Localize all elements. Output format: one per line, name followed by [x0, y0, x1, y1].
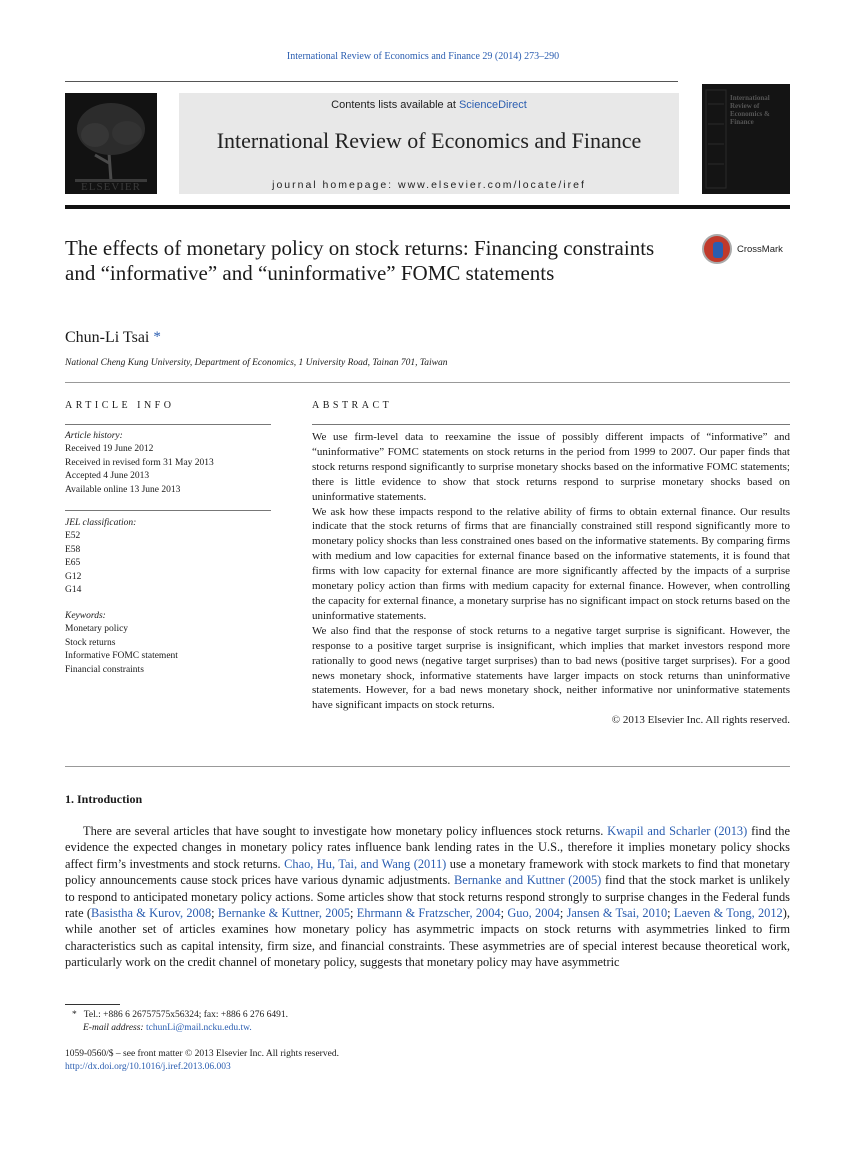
- cover-title: International Review of Economics & Finance: [730, 94, 770, 126]
- keyword: Informative FOMC statement: [65, 651, 178, 662]
- keywords: [65, 610, 271, 677]
- citation-link[interactable]: Laeven & Tong, 2012: [673, 906, 783, 921]
- keyword: Financial constraints: [65, 664, 144, 675]
- intro-text: find that the stock market is unlikely to respond to anticipated monetary policy actions. Some articles show that stock returns respond strongly to surprise changes in the Federal funds rate (: [65, 873, 790, 921]
- citation-link[interactable]: Jansen & Tsai, 2010: [566, 906, 668, 921]
- citation-link[interactable]: Guo, 2004: [507, 906, 560, 921]
- footnote-phone: Tel.: +886 6 26757575x56324; fax: +886 6 276 6491.: [83, 1010, 288, 1020]
- citation-link[interactable]: Bernanke & Kuttner, 2005: [217, 906, 351, 921]
- elsevier-tree-icon: [65, 93, 157, 194]
- history-received: Received 19 June 2012: [65, 444, 154, 455]
- keyword: Monetary policy: [65, 624, 129, 635]
- intro-text: ;: [350, 906, 357, 921]
- intro-text: ;: [667, 906, 674, 921]
- jel-code: E65: [65, 558, 81, 569]
- citation-link[interactable]: Chao, Hu, Tai, and Wang (2011): [284, 856, 447, 871]
- keywords-label: Keywords:: [65, 611, 106, 621]
- footnote-contact: [72, 1009, 672, 1022]
- doi-link[interactable]: http://dx.doi.org/10.1016/j.iref.2013.06.003: [65, 1062, 231, 1072]
- jel-code: G12: [65, 571, 82, 582]
- contents-prefix: Contents lists available at: [331, 99, 459, 111]
- author-footnote-mark[interactable]: *: [153, 329, 161, 345]
- jel-code: E58: [65, 544, 81, 555]
- copyright-notice: © 2013 Elsevier Inc. All rights reserved.: [611, 714, 790, 727]
- journal-name: International Review of Economics and Finance: [216, 128, 642, 153]
- abstract-paragraph: We also find that the response of stock returns to a negative target surprise is significant. However, the response to a positive target surprise is insignificant, which implies that market investors respond more rationally to good news (negative target surprises) than to bad news (positive target surprises). For a good news monetary shock, informative statements have larger impacts on stock returns than uninformative statements. However, for a bad news monetary shock, neither informative nor uninformative statements have significant impacts on stock returns.: [312, 624, 790, 712]
- abstract-rule: [312, 424, 790, 425]
- affiliation-divider: [65, 382, 790, 383]
- front-matter: [65, 1048, 665, 1074]
- journal-masthead: [179, 93, 679, 194]
- history-label: Article history:: [65, 431, 123, 441]
- email-link[interactable]: tchunLi@mail.ncku.edu.tw.: [145, 1023, 252, 1033]
- history-rule: [65, 510, 271, 511]
- author-affiliation: National Cheng Kung University, Department of Economics, 1 University Road, Tainan 701, Taiwan: [65, 358, 448, 368]
- issn-line: 1059-0560/$ – see front matter © 2013 Elsevier Inc. All rights reserved.: [65, 1049, 339, 1059]
- article-history: [65, 430, 271, 497]
- keyword: Stock returns: [65, 637, 116, 648]
- citation-link[interactable]: Bernanke and Kuttner (2005): [454, 873, 602, 888]
- author-name: Chun-Li Tsai: [65, 329, 150, 346]
- contents-line: [179, 99, 679, 111]
- elsevier-logo: [65, 93, 157, 194]
- journal-cover: [702, 84, 790, 194]
- crossmark-icon: [702, 234, 732, 264]
- article-info-heading: ARTICLE INFO: [65, 400, 175, 411]
- jel-label: JEL classification:: [65, 518, 137, 528]
- header-divider: [65, 81, 678, 82]
- introduction-heading: 1. Introduction: [65, 792, 143, 806]
- author-line: [65, 329, 161, 347]
- intro-text: ;: [500, 906, 508, 921]
- abstract-paragraph: We ask how these impacts respond to the relative ability of firms to obtain external finance. Our results indicate that the stock returns of firms that are financially constrained still respond significantly more to monetary policy shocks than less constrained ones based on the informative statements. By comparing firms with medium and low capacities for external finance based on the informative statements, it is found that firms with low capacity for external finance are more significantly affected by the impacts of a surprise monetary policy action than firms with medium capacity for external finance. However, when controlling the capacity for external finance, a monetary surprise has no significant impact on stock returns based on the uninformative statements.: [312, 505, 790, 622]
- publisher-name: ELSEVIER: [81, 181, 141, 193]
- abstract-divider: [65, 766, 790, 767]
- journal-homepage[interactable]: journal homepage: www.elsevier.com/locate/iref: [272, 179, 586, 191]
- email-label: E-mail address:: [83, 1023, 144, 1033]
- intro-text: ), while another set of articles examines how monetary policy has asymmetric impacts on stock returns with asymmetries linked to firm characteristics such as capital intensity, firm size, and financial constraints. These asymmetries are of special interest because theoretical work, particularly work on the credit channel of monetary policy, suggests that monetary policy may have asymmetric: [65, 906, 790, 970]
- jel-classification: [65, 517, 271, 597]
- article-info-rule: [65, 424, 271, 425]
- intro-text: There are several articles that have sought to investigate how monetary policy influences stock returns.: [83, 824, 608, 838]
- citation-link[interactable]: Basistha & Kurov, 2008: [90, 906, 212, 921]
- footnote-email-line: [72, 1022, 672, 1035]
- author-footnote: [72, 1009, 672, 1035]
- history-revised: Received in revised form 31 May 2013: [65, 457, 214, 468]
- sciencedirect-link[interactable]: ScienceDirect: [458, 99, 527, 111]
- jel-code: G14: [65, 585, 82, 596]
- intro-text: use a monetary framework with stock markets to find that monetary policy announcements cause stock prices have various dynamic adjustments.: [65, 856, 790, 888]
- crossmark-label: CrossMark: [737, 244, 783, 255]
- footnote-mark: *: [72, 1010, 77, 1020]
- article-title: The effects of monetary policy on stock returns: Financing constraints and “informative” and “uninformative” FOMC statements: [65, 236, 655, 285]
- intro-text: ;: [559, 906, 567, 921]
- introduction-paragraph: [65, 823, 790, 971]
- history-accepted: Accepted 4 June 2013: [65, 471, 150, 482]
- jel-code: E52: [65, 531, 81, 542]
- abstract-heading: ABSTRACT: [312, 400, 393, 411]
- footnote-rule: [65, 1004, 120, 1005]
- citation-link[interactable]: Ehrmann & Fratzscher, 2004: [356, 906, 501, 921]
- history-online: Available online 13 June 2013: [65, 484, 181, 495]
- abstract-body: [312, 430, 790, 728]
- abstract-paragraph: We use firm-level data to reexamine the issue of possibly different impacts of “informative” and “uninformative” FOMC statements on stock returns in the period from 1999 to 2007. Our paper finds that stock returns respond significantly to surprise monetary shocks based on the informative FOMC statements; there is little evidence to show that stock returns respond to surprise monetary shocks based on uninformative statements.: [312, 431, 790, 503]
- intro-text: find the evidence the expected changes in monetary policy rates influence bank lending rates in the U.S., therefore it implies monetary policy shocks affect firm’s investments and stock returns.: [65, 824, 790, 871]
- citation-link[interactable]: Kwapil and Scharler (2013): [607, 824, 748, 838]
- journal-reference[interactable]: International Review of Economics and Finance 29 (2014) 273–290: [286, 51, 560, 62]
- masthead-rule: [65, 205, 790, 209]
- crossmark-badge[interactable]: [702, 234, 792, 266]
- intro-text: ;: [211, 906, 218, 921]
